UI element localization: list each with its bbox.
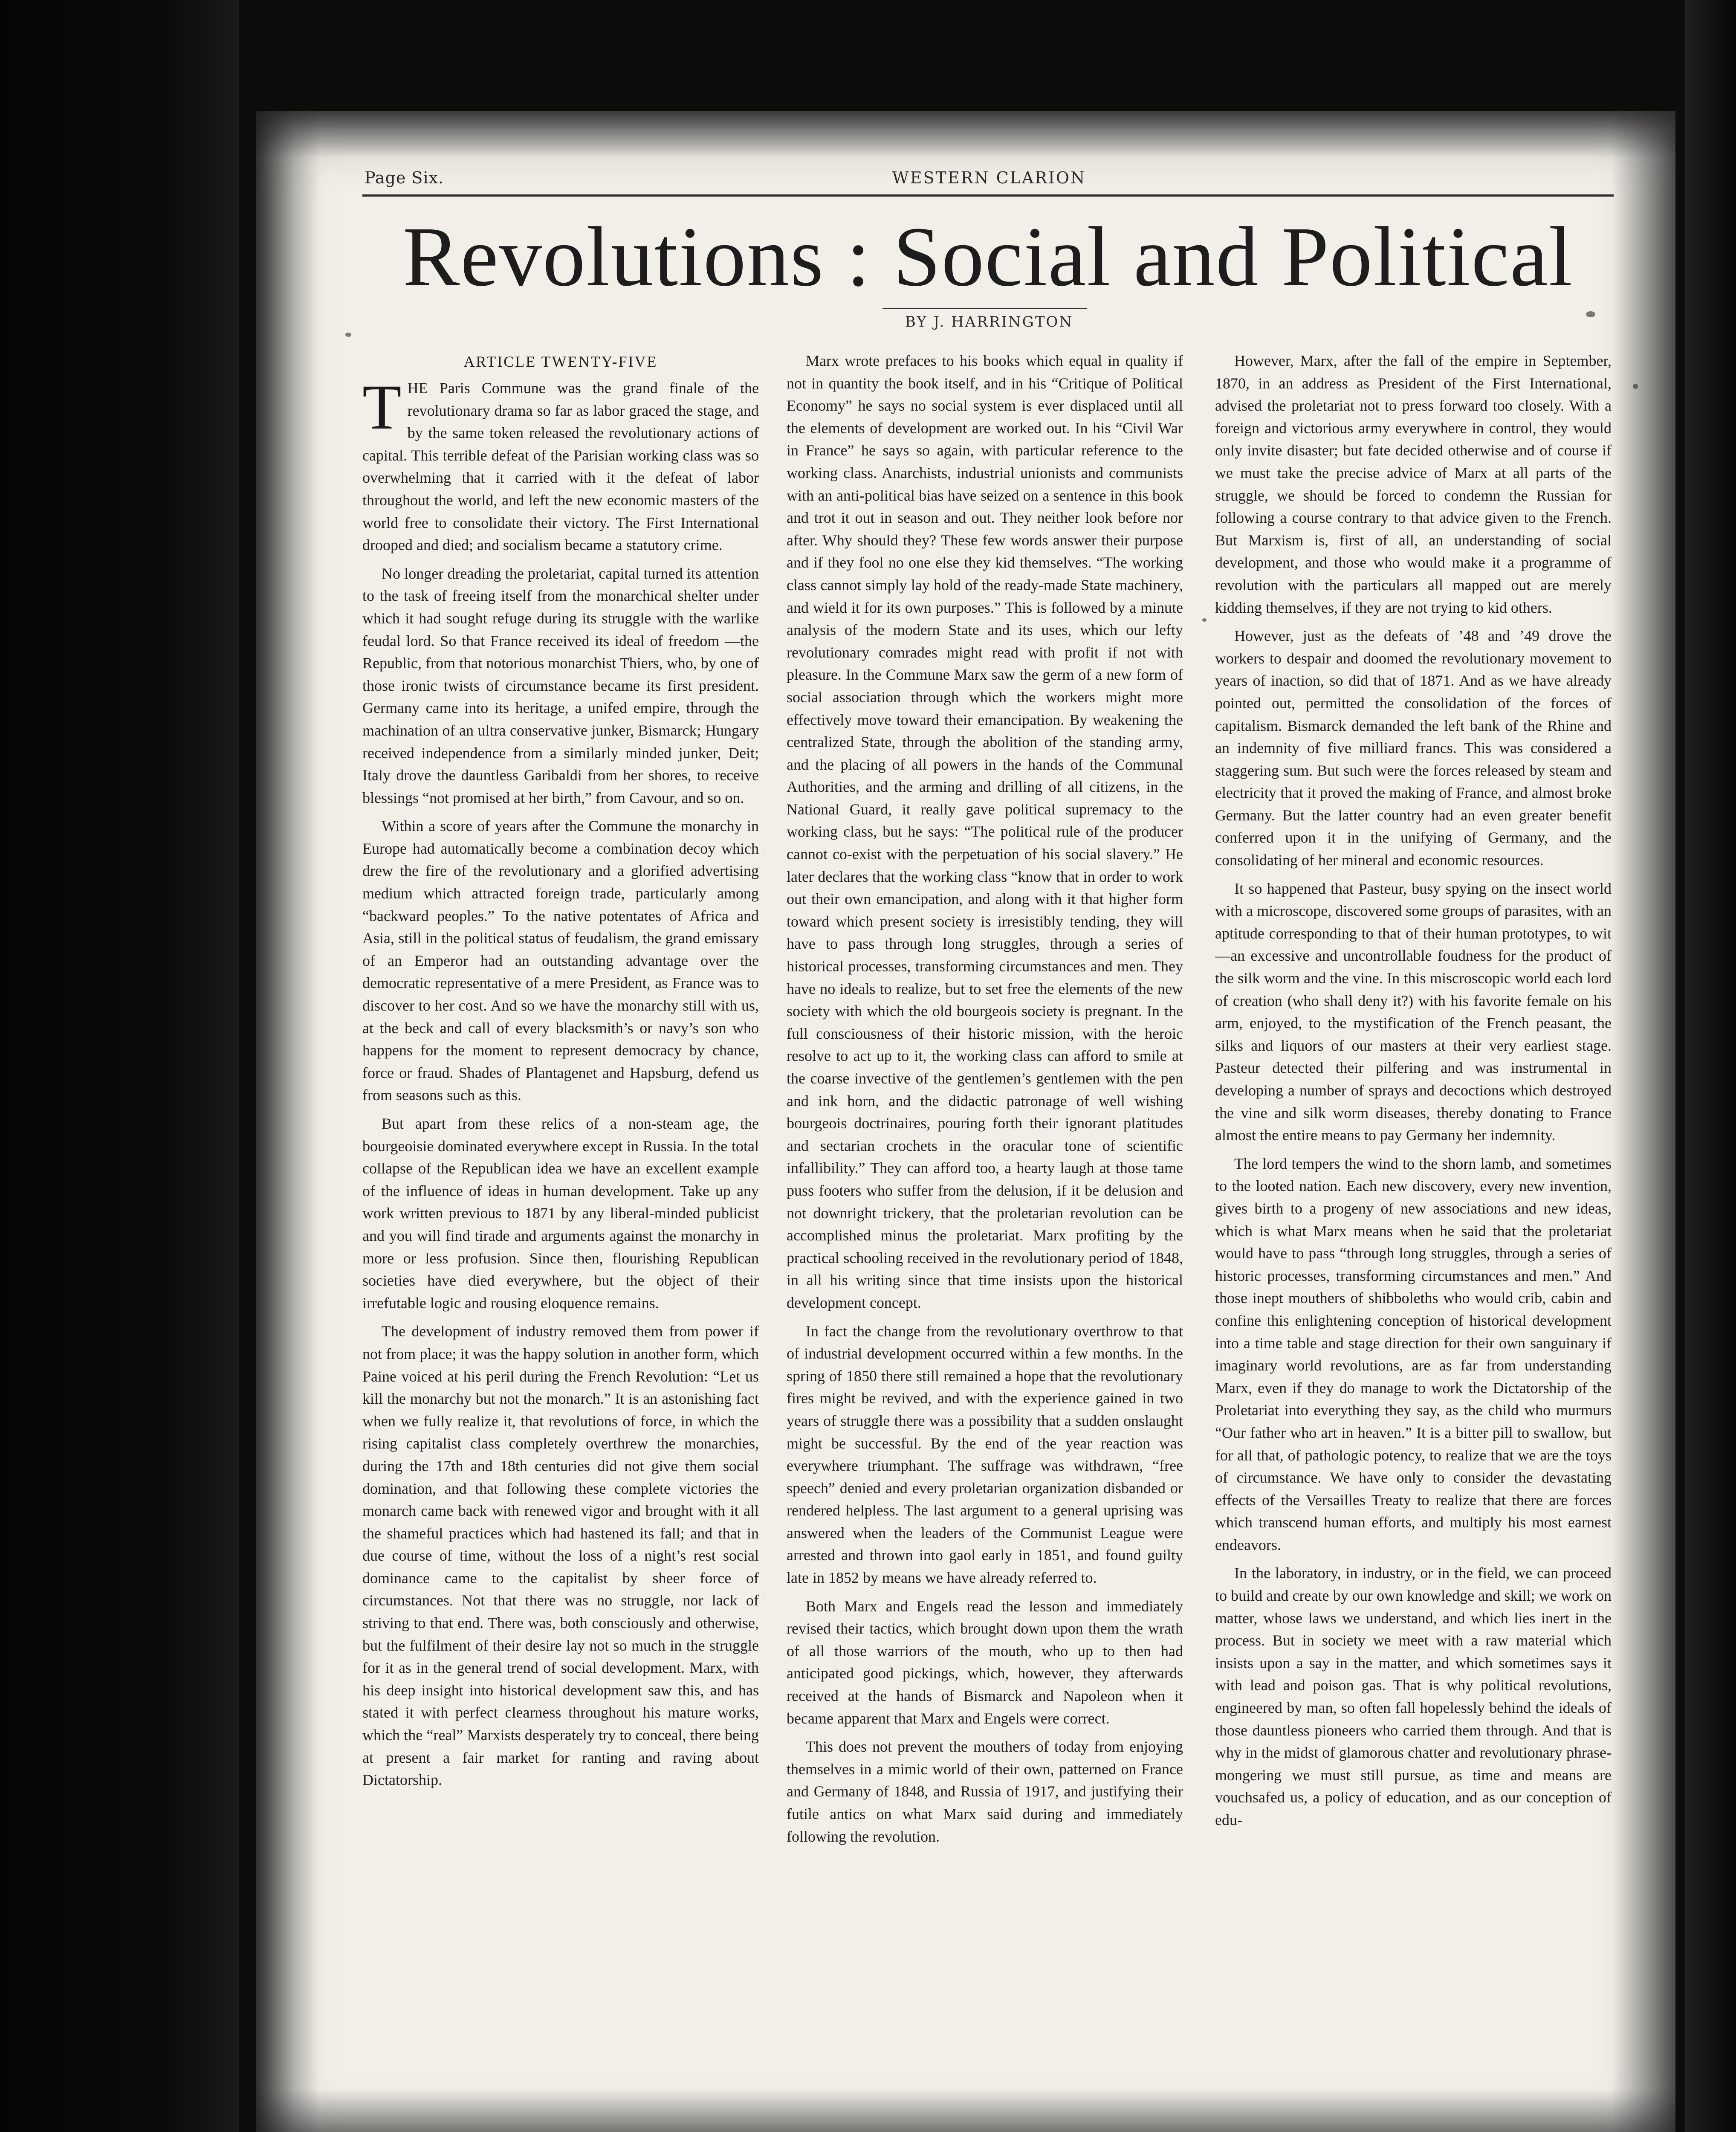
newspaper-title: WESTERN CLARION <box>892 168 1086 187</box>
article-paragraph: THE Paris Commune was the grand finale of the revolutionary drama so far as labor graced the stage, and by the same token released the revolutionary actions of capital. This terrible defeat of the Parisian working class was so overwhelming that it carried with it the defeat of labor throughout the world, and left the new economic masters of the world free to consolidate their victory. The First International drooped and died; and socialism became a statutory crime. <box>362 372 759 554</box>
article-column-1 <box>362 350 759 2055</box>
print-speck <box>1202 618 1207 622</box>
article-paragraph: This does not prevent the mouthers of today from enjoying themselves in a mimic world of their own, patterned on France and Germany of 1848, and Russia of 1917, and justifying their futile antics on what Marx said during and immediately following the revolution. <box>787 1738 1183 1845</box>
print-speck <box>1633 384 1638 389</box>
article-paragraph: But apart from these relics of a non-steam age, the bourgeoisie dominated everywhere except in Russia. In the total collapse of the Republican idea we have an excellent example of the influence of ideas in human development. Take up any work written previous to 1871 by any liberal-minded publicist and you will find tirade and arguments against the monarchy in more or less profusion. Since then, flourishing Republican societies have died everywhere, but the object of their irrefutable logic and rousing eloquence remains. <box>362 1115 759 1312</box>
scan-left-margin <box>0 0 239 2132</box>
article-paragraph: In fact the change from the revolutionary overthrow to that of industrial development occurred within a few months. In the spring of 1850 there still remained a hope that the revolutionary fires might be revived, and with the experience gained in two years of struggle there was a possibility that a sudden onslaught might be successful. By the end of the year reaction was everywhere triumphant. The suffrage was withdrawn, “free speech” denied and every proletarian organization disbanded or rendered helpless. The last argument to a general uprising was answered when the leaders of the Communist League were arrested and thrown into gaol early in 1851, and found guilty late in 1852 by means we have already referred to. <box>787 1322 1183 1587</box>
article-paragraph: The lord tempers the wind to the shorn lamb, and sometimes to the looted nation. Each new discovery, every new invention, gives birth to a progeny of new associations and new ideas, which is what Marx means when he said that the proletariat would have to pass “through long struggles, through a series of historic processes, transforming circumstances and men.” And those inept mouthers of shibboleths who would crib, cabin and confine this enlightening conception of historical development into a time table and stage direction for their own sanguinary if imaginary world revolutions, are as far from understanding Marx, even if they do manage to work the Dictatorship of the Proletariat into everything they say, as the child who murmurs “Our father who art in heaven.” It is a bitter pill to swallow, but for all that, of pathologic potency, to realize that we are the toys of circumstance. We have only to consider the devastating effects of the Versailles Treaty to realize that there are forces which transcend human efforts, and multiply his most earnest endeavors. <box>1215 1155 1612 1553</box>
byline-rule <box>882 308 1087 309</box>
article-paragraph: It so happened that Pasteur, busy spying on the insect world with a microscope, discovered some groups of parasites, with an aptitude corresponding to that of their human prototypes, to wit—an excessive and uncontrollable foudness for the product of the silk worm and the vine. In this miscroscopic world each lord of creation (who shall deny it?) with his favorite female on his arm, enjoyed, to the mystification of the French peasant, the silks and liquors of our masters at their very earliest stage. Pasteur detected their pilfering and was instrumental in developing a number of sprays and decoctions which destroyed the vine and silk worm diseases, thereby donating to France almost the entire means to pay Germany her indemnity. <box>1215 880 1612 1144</box>
drop-cap: T <box>362 372 402 443</box>
article-headline: Revolutions : Social and Political <box>402 210 1574 304</box>
binding-shadow <box>256 111 320 2132</box>
article-paragraph: Marx wrote prefaces to his books which equal in quality if not in quantity the book itself, and in his “Critique of Political Economy” he says no social system is ever displaced until all the elements of development are worked out. In his “Civil War in France” he says so again, with particular reference to the working class. Anarchists, industrial unionists and communists with an anti-political bias have seized on a sentence in this book and trot it out in season and out. They neither look before nor after. Why should they? These few words answer their purpose and if they fool no one else they kid themselves. “The working class cannot simply lay hold of the ready-made State machinery, and wield it for its own purposes.” This is followed by a minute analysis of the modern State and its uses, which our lefty revolutionary comrades might read with profit if not with pleasure. In the Commune Marx saw the germ of a new form of social association through which the workers might more effectively move toward their emancipation. By weakening the centralized State, through the abolition of the standing army, and the placing of all powers in the hands of the Communal Authorities, and the arming and drilling of all citizens, in the National Guard, it really gave political supremacy to the working class, but he says: “The political rule of the producer cannot co-exist with the perpetuation of his social slavery.” He later declares that the working class “know that in order to work out their own emancipation, and along with it that higher form toward which present society is irresistibly tending, they will have to pass through long struggles, through a series of historical processes, transforming circumstances and men. They have no ideals to realize, but to set free the elements of the new society with which the old bourgeois society is pregnant. In the full consciousness of their historic mission, with the heroic resolve to act up to it, the working class can afford to smile at the coarse invective of the gentlemen’s gentlemen with the pen and ink horn, and the didactic patronage of well wishing bourgeois doctrinaires, pouring forth their ignorant platitudes and sectarian crochets in the oracular tone of scientific infallibility.” They can afford too, a hearty laugh at those tame puss footers who suffer from the delusion, if it be delusion and not downright trickery, that the proletarian revolution can be accomplished minus the proletariat. Marx profiting by the practical schooling received in the revolutionary period of 1848, in all his writing since that time insists upon the historical development concept. <box>787 352 1183 1311</box>
page-number-label: Page Six. <box>365 168 444 187</box>
article-paragraph: Within a score of years after the Commune the monarchy in Europe had automatically become a combination decoy which drew the fire of the revolutionary and a glorified advertising medium which attracted foreign trade, particularly among “backward peoples.” To the native potentates of Africa and Asia, still in the political status of feudalism, the grand emissary of an Emperor had an outstanding advantage over the democratic representative of a mere President, as France was to discover to her cost. And so we have the monarchy still with us, at the beck and call of every blacksmith’s or navy’s son who happens for the moment to represent democracy by chance, force or fraud. Shades of Plantagenet and Hapsburg, defend us from seasons such as this. <box>362 817 759 1104</box>
article-paragraph: The development of industry removed them from power if not from place; it was the happy solution in another form, which Paine voiced at his peril during the French Revolution: “Let us kill the monarchy but not the monarch.” It is an astonishing fact when we fully realize it, that revolutions of force, in which the rising capitalist class completely overthrew the monarchies, during the 17th and 18th centuries did not give them social domination, and that following these complete victories the monarch came back with renewed vigor and brought with it all the shameful practices which had hastened its fall; and that in due course of time, without the loss of a night’s rest social dominance came to the capitalist by sheer force of circumstances. Not that there was no struggle, nor lack of striving to that end. There was, both consciously and otherwise, but the fulfilment of their desire lay not so much in the struggle for it as in the general trend of social development. Marx, with his deep insight into historical development saw this, and has stated it with perfect clearness throughout his mature works, which the “real” Marxists desperately try to conceal, there being at present a fair market for ranting and raving about Dictatorship. <box>362 1323 759 1789</box>
article-paragraph: No longer dreading the proletariat, capital turned its attention to the task of freeing itself from the monarchical shelter under which it had sought refuge during its struggle with the warlike feudal lord. So that France received its ideal of freedom —the Republic, from that notorious monarchist Thiers, who, by one of those ironic twists of circumstance became its first president. Germany came into its heritage, a unifed empire, through the machination of an ultra conservative junker, Bismarck; Hungary received independence from a similarly minded junker, Deit; Italy drove the dauntless Garibaldi from her shores, to receive blessings “not promised at her birth,” from Cavour, and so on. <box>362 565 759 806</box>
article-paragraph: However, just as the defeats of ’48 and ’49 drove the workers to despair and doomed the revolutionary movement to years of inaction, so did that of 1871. And as we have already pointed out, permitted the consolidation of the forces of capitalism. Bismarck demanded the left bank of the Rhine and an indemnity of five milliard francs. This was considered a staggering sum. But such were the forces released by steam and electricity that it proved the making of France, and almost broke Germany. But the latter country had an even greater benefit conferred upon it in the unifying of Germany, and the consolidating of her mineral and economic resources. <box>1215 627 1612 869</box>
article-subheading: ARTICLE TWENTY-FIVE <box>463 353 658 370</box>
article-paragraph: However, Marx, after the fall of the empire in September, 1870, in an address as President of the First International, advised the proletariat not to press forward too closely. With a foreign and victorious army everywhere in control, they would only invite disaster; but fate decided otherwise and of course if we must take the precise advice of Marx at all parts of the struggle, we should be forced to condemn the Russian for following a course contrary to that advice given to the French. But Marxism is, first of all, an understanding of social development, and those who would make it a programme of revolution with the particulars all mapped out are merely kidding themselves, if they are not trying to kid others. <box>1215 352 1612 616</box>
newspaper-page <box>256 111 1675 2132</box>
header-rule <box>362 194 1614 197</box>
scan-right-margin <box>1685 0 1736 2132</box>
article-paragraph: Both Marx and Engels read the lesson and immediately revised their tactics, which brought down upon them the wrath of all those warriors of the mouth, who up to then had anticipated good pickings, which, however, they afterwards received at the hands of Bismarck and Napoleon when it became apparent that Marx and Engels were correct. <box>787 1597 1183 1727</box>
right-edge-shadow <box>1612 111 1675 2132</box>
article-byline: BY J. HARRINGTON <box>905 313 1073 330</box>
running-header <box>365 168 1614 194</box>
top-edge-shadow <box>256 111 1675 158</box>
article-column-2 <box>787 350 1183 2055</box>
article-paragraph: In the laboratory, in industry, or in the field, we can proceed to build and create by our own knowledge and skill; we work on matter, whose laws we understand, and which lies inert in the process. But in society we meet with a raw material which insists upon a say in the matter, and which sometimes says it with lead and poison gas. That is why political revolutions, engineered by man, so often fall hopelessly behind the ideals of those dauntless pioneers who carried them through. And that is why in the midst of glamorous chatter and revolutionary phrase-mongering we must still pursue, as time and means are vouchsafed us, a policy of education, and as our conception of edu- <box>1215 1564 1612 1828</box>
print-speck <box>345 333 351 337</box>
bottom-edge-shadow <box>256 2089 1675 2132</box>
article-column-3 <box>1215 350 1612 2055</box>
print-speck <box>1586 311 1595 317</box>
